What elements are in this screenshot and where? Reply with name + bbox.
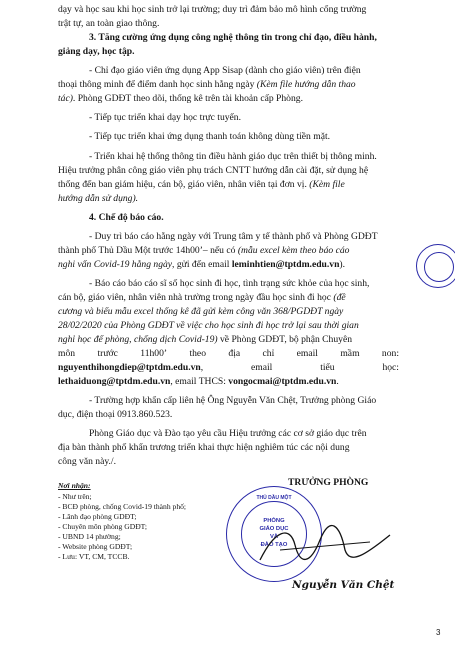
text-line: trật tự, an toàn giao thông. (58, 18, 160, 29)
text-line: nghi vấn Covid-19 hằng ngày, gửi đến email leminhtien@tptdm.edu.vn). (58, 259, 346, 270)
text-line: - Chỉ đạo giáo viên ứng dụng App Sisap (dành cho giáo viên) trên điện (89, 65, 361, 76)
text-line: địa bàn thành phố khẩn trương triển khai thực hiện nghiêm túc các nội dung (58, 442, 350, 453)
text-line: nghỉ học để phòng, chống dịch Covid-19) về Phòng GDĐT, bộ phận Chuyên (58, 334, 352, 345)
section-heading: giảng dạy, học tập. (58, 46, 135, 57)
text-line: thoại thông minh để điểm danh học sinh hằng ngày (Kèm file hướng dẫn thao (58, 79, 356, 90)
email-link[interactable]: leminhtien@tptdm.edu.vn (231, 259, 340, 270)
recipient-item: - BCĐ phòng, chống Covid-19 thành phố; (58, 502, 187, 511)
recipients-title: Nơi nhận: (58, 481, 91, 490)
text-line: thành phố Thủ Dầu Một trước 14h00’– nếu có (mẫu excel kèm theo báo cáo (58, 245, 350, 256)
text-line: dạy và học sau khi học sinh trở lại trường; duy trì đảm bảo mô hình cổng trường (58, 4, 367, 15)
section-heading: 3. Tăng cường ứng dụng công nghệ thông tin trong chỉ đạo, điều hành, (89, 32, 377, 43)
text-line: dục, điện thoại 0913.860.523. (58, 409, 173, 420)
margin-seal-icon (416, 244, 455, 288)
text-line: 28/02/2020 của Phòng GDĐT về việc cho học sinh đi học trở lại sau thời gian (58, 320, 359, 331)
text-line: - Trường hợp khẩn cấp liên hệ Ông Nguyễn Văn Chệt, Trưởng phòng Giáo (89, 395, 377, 406)
recipient-item: - UBND 14 phường; (58, 532, 121, 541)
recipient-item: - Website phòng GDĐT; (58, 542, 133, 551)
text-line: - Tiếp tục triển khai dạy học trực tuyến. (89, 112, 242, 123)
signature-scribble-icon (250, 520, 400, 575)
recipient-item: - Chuyên môn phòng GDĐT; (58, 522, 148, 531)
recipient-item: - Như trên; (58, 492, 92, 501)
text-line: - Báo cáo báo cáo sĩ số học sinh đi học, tình trạng sức khỏe của học sinh, (89, 278, 370, 289)
email-link[interactable]: lethaiduong@tptdm.edu.vn (58, 376, 171, 387)
recipient-item: - Lãnh đạo phòng GDĐT; (58, 512, 137, 521)
text-line: - Duy trì báo cáo hằng ngày với Trung tâm y tế thành phố và Phòng GDĐT (89, 231, 378, 242)
email-link[interactable]: nguyenthihongdiep@tptdm.edu.vn (58, 362, 201, 373)
text-line: công văn này./. (58, 456, 116, 467)
text-line: tác). Phòng GDĐT theo dõi, thống kê trên tài khoản cấp Phòng. (58, 93, 303, 104)
text-line: - Triển khai hệ thống thông tin điều hành giáo dục trên thiết bị thông minh. (89, 151, 377, 162)
signer-name: Nguyễn Văn Chệt (292, 579, 395, 591)
text-line: Phòng Giáo dục và Đào tạo yêu cầu Hiệu trưởng các cơ sở giáo dục trên (89, 428, 367, 439)
text-line: Hiệu trưởng phân công giáo viên phụ trách CNTT hướng dẫn cài đặt, sử dụng hệ (58, 165, 369, 176)
text-line: cương và biểu mẫu excel thống kê đã gửi kèm công văn 368/PGDĐT ngày (58, 306, 344, 317)
text-line: cán bộ, giáo viên, nhân viên nhà trường trong ngày đầu học sinh đi học (đề (58, 292, 346, 303)
recipient-item: - Lưu: VT, CM, TCCB. (58, 552, 130, 561)
page-number: 3 (436, 628, 441, 637)
justified-line: môn trước 11h00’ theo địa chỉ email mầm non: (58, 348, 399, 359)
justified-line: nguyenthihongdiep@tptdm.edu.vn, email tiểu học: (58, 362, 399, 373)
text-line: hướng dẫn sử dụng). (58, 193, 139, 204)
text-line: - Tiếp tục triển khai ứng dụng thanh toán không dùng tiền mặt. (89, 131, 331, 142)
official-seal-icon: THỦ DẦU MỘT PHÒNG GIÁO DỤC VÀ ĐÀO TẠO (226, 486, 322, 582)
section-heading: 4. Chế độ báo cáo. (89, 212, 164, 223)
email-link[interactable]: vongocmai@tptdm.edu.vn (228, 376, 337, 387)
signer-title: TRƯỞNG PHÒNG (288, 477, 369, 488)
text-line: lethaiduong@tptdm.edu.vn, email THCS: vongocmai@tptdm.edu.vn. (58, 376, 339, 387)
text-line: thống đến ban giám hiệu, cán bộ, giáo viên, nhân viên tại đơn vị. (Kèm file (58, 179, 345, 190)
